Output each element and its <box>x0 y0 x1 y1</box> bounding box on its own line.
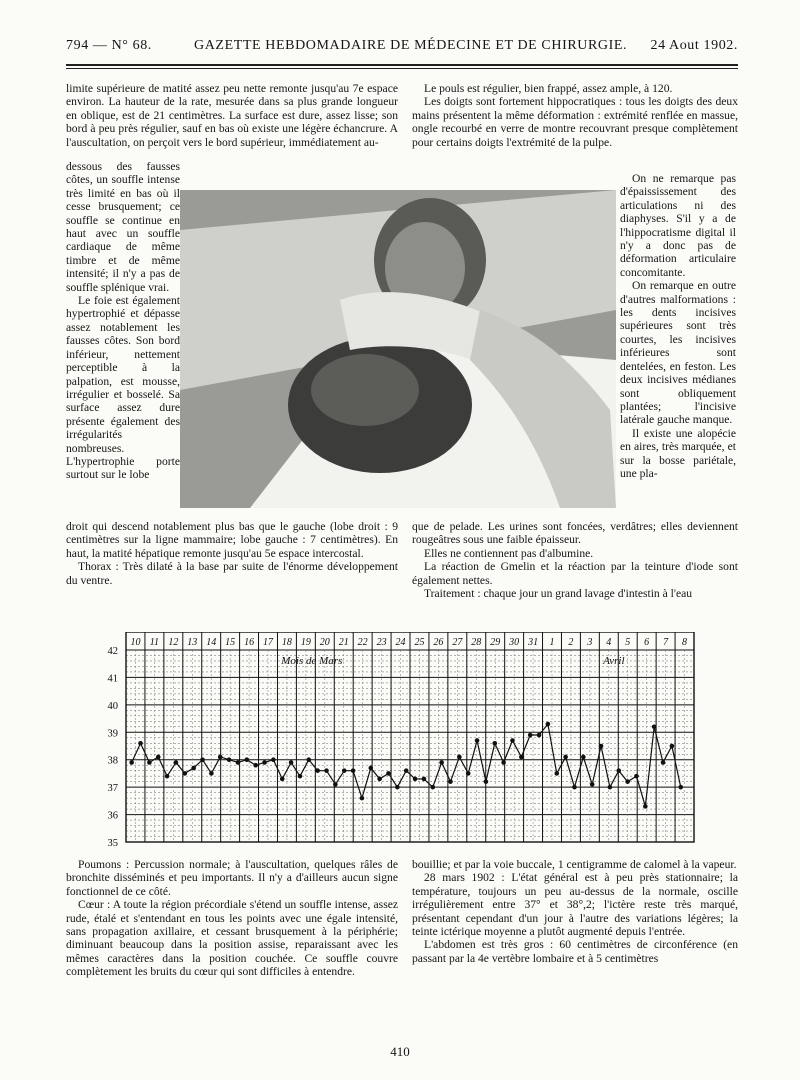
temperature-point <box>227 757 232 762</box>
alopecia-paragraph: Il existe une alopécie en aires, très marquée, et sur la bosse pariétale, une pla- <box>620 426 736 480</box>
temperature-point <box>528 733 533 738</box>
temperature-point <box>546 722 551 727</box>
x-tick-label: 16 <box>244 637 255 648</box>
temperature-point <box>342 768 347 773</box>
x-tick-label: 23 <box>376 637 387 648</box>
malformations-paragraph: On remarque en outre d'autres malformations : les dents incisives supérieures sont très courtes, les incisives inférieures sont dentelées, en feston. Les deux incisives médianes sont obliquement plantées; l'incisive latérale gauche manque. <box>620 279 736 427</box>
left-column-top <box>66 82 398 149</box>
temperature-point <box>280 777 285 782</box>
temperature-point <box>448 779 453 784</box>
march-28-paragraph: 28 mars 1902 : L'état général est à peu près stationnaire; la température, toujours un peu au-dessus de la normale, oscille irrégulièrement entre 37° et 38°,2; l'ictère reste très marqué, présentant cependant d'un jour à l'autre des variations légères; la teinte ictérique moyenne a plutôt augmenté depuis l'entrée. <box>412 871 738 939</box>
joints-paragraph: On ne remarque pas d'épaississement des articulations ni des diaphyses. S'il y a de l'hippocratisme digital il n'y a donc pas de déformation articulaire concomitante. <box>620 172 736 279</box>
temperature-point <box>191 766 196 771</box>
y-tick-label: 37 <box>107 783 118 795</box>
temperature-point <box>209 771 214 776</box>
temperature-point <box>165 774 170 779</box>
x-tick-label: 2 <box>568 637 574 648</box>
liver-paragraph: Le foie est également hypertrophié et dépasse assez notablement les fausses côtes. Son bord inférieur, nettement perceptible à la palpation, est mousse, irrégulier et bosselé. Sa surface assez dure présente également des irrégularités nombreuses. L'hypertrophie porte surtout sur le lobe <box>66 294 180 482</box>
header-rule <box>66 64 738 66</box>
x-tick-label: 30 <box>509 637 520 648</box>
x-tick-label: 27 <box>452 637 463 648</box>
pulse-paragraph: Le pouls est régulier, bien frappé, assez ample, à 120. <box>424 82 673 95</box>
temperature-point <box>492 741 497 746</box>
month-label-april: Avril <box>603 655 625 667</box>
temperature-point <box>652 725 657 730</box>
y-tick-label: 42 <box>107 646 118 657</box>
right-column-top <box>412 82 738 149</box>
spleen-paragraph: limite supérieure de matité assez peu nette remonte jusqu'au 7e espace environ. La hauteur de la rate, mesurée dans sa plus grande longueur en oblique, est de 21 centimètres. La surface est dure, assez lisse; son bord à peu près régulier, sauf en bas où existe une légère échancrure. A l'auscultation, on perçoit vers le bord supérieur, immédiatement au- <box>66 82 398 149</box>
x-tick-label: 8 <box>682 637 688 648</box>
temperature-point <box>510 738 515 743</box>
temperature-point <box>590 782 595 787</box>
fingers-paragraph: Les doigts sont fortement hippocratiques : tous les doigts des deux mains présentent la même déformation : extrémité renflée en massue, ongle recourbé en verre de montre recouvrant presque complètement pour certains doigts l'extrémité de la pulpe. <box>412 95 738 149</box>
x-tick-label: 22 <box>357 637 368 648</box>
temperature-point <box>643 804 648 809</box>
photo-illustration <box>180 190 616 508</box>
souffle-paragraph: dessous des fausses côtes, un souffle intense très limité en bas où il cesse brusquement; ce souffle se continue en haut avec un souffle cardiaque de même timbre et de même intensité; il n'y a pas de souffle splénique vrai. <box>66 160 180 294</box>
x-tick-label: 25 <box>414 637 425 648</box>
x-tick-label: 24 <box>395 637 406 648</box>
x-tick-label: 21 <box>338 637 349 648</box>
temperature-point <box>616 768 621 773</box>
left-column-bottom <box>66 858 398 979</box>
right-column-bottom <box>412 858 738 965</box>
header-journal-title: GAZETTE HEBDOMADAIRE DE MÉDECINE ET DE CHIRURGIE. <box>194 38 628 53</box>
temperature-point <box>484 779 489 784</box>
temperature-chart <box>90 632 710 850</box>
x-tick-label: 15 <box>225 637 236 648</box>
x-tick-label: 11 <box>149 637 160 648</box>
x-tick-label: 19 <box>300 637 311 648</box>
temperature-point <box>253 763 258 768</box>
temperature-point <box>678 785 683 790</box>
thorax-paragraph: Thorax : Très dilaté à la base par suite de l'énorme développement du ventre. <box>66 560 398 587</box>
temperature-point <box>351 768 356 773</box>
y-tick-label: 41 <box>107 673 118 685</box>
temperature-point <box>430 785 435 790</box>
heart-paragraph: Cœur : A toute la région précordiale s'étend un souffle intense, assez rude, étalé et s'entendant en tous les points avec une égale intensité, sans propagation axillaire, et cessant brusquement à la périphérie; diminuant beaucoup dans la position assise, reparaissant avec les mêmes caractères dans la position couchée. Ce souffle couvre complètement les bruits du cœur qui sont difficiles à entendre. <box>66 898 398 979</box>
temperature-point <box>156 755 161 760</box>
x-tick-label: 5 <box>625 637 631 648</box>
temperature-point <box>599 744 604 749</box>
header-page-ref: 794 — N° 68. <box>66 38 152 53</box>
x-tick-label: 26 <box>433 637 444 648</box>
temperature-point <box>200 757 205 762</box>
temperature-point <box>519 755 524 760</box>
y-tick-label: 36 <box>107 810 118 822</box>
temperature-point <box>634 774 639 779</box>
temperature-point <box>289 760 294 765</box>
temperature-point <box>413 777 418 782</box>
temperature-point <box>563 755 568 760</box>
treatment-paragraph: Traitement : chaque jour un grand lavage d'intestin à l'eau <box>424 587 693 601</box>
x-tick-label: 10 <box>130 637 141 648</box>
temperature-point <box>183 771 188 776</box>
temperature-point <box>218 755 223 760</box>
left-wrap-column <box>66 160 180 482</box>
running-header <box>66 38 738 60</box>
urine-paragraph: que de pelade. Les urines sont foncées, verdâtres; elles deviennent rougeâtres sous une faible épaisseur. <box>412 520 738 547</box>
header-date: 24 Aout 1902. <box>650 38 738 53</box>
x-tick-label: 28 <box>471 637 482 648</box>
temperature-point <box>138 741 143 746</box>
temperature-point <box>466 771 471 776</box>
temperature-point <box>306 757 311 762</box>
temperature-point <box>236 760 241 765</box>
y-tick-label: 38 <box>107 755 118 767</box>
x-tick-label: 13 <box>187 637 198 648</box>
temperature-point <box>661 760 666 765</box>
temperature-point <box>386 771 391 776</box>
lungs-paragraph: Poumons : Percussion normale; à l'auscultation, quelques râles de bronchite disséminés et peu importants. Il n'y a d'ailleurs aucun signe fonctionnel de ce côté. <box>66 858 398 898</box>
temperature-point <box>457 755 462 760</box>
right-wrap-column <box>620 172 736 480</box>
temperature-point <box>315 768 320 773</box>
temperature-point <box>608 785 613 790</box>
temperature-point <box>395 785 400 790</box>
abdomen-paragraph: L'abdomen est très gros : 60 centimètres de circonférence (en passant par la 4e vertèbre lombaire et à 5 centimètres <box>412 938 738 965</box>
liver-lobe-paragraph: droit qui descend notablement plus bas que le gauche (lobe droit : 9 centimètres sur la ligne mammaire; lobe gauche : 7 centimètres). En haut, la matité hépatique remonte jusqu'au 5e espace intercostal. <box>66 520 398 560</box>
temperature-point <box>324 768 329 773</box>
x-tick-label: 17 <box>263 637 273 648</box>
x-tick-label: 14 <box>206 637 217 648</box>
temperature-point <box>245 757 250 762</box>
temperature-point <box>501 760 506 765</box>
header-rule-thin <box>66 68 738 69</box>
y-tick-label: 40 <box>107 700 118 712</box>
temperature-point <box>174 760 179 765</box>
patient-photograph <box>180 190 616 508</box>
temperature-point <box>262 760 267 765</box>
temperature-point <box>129 760 134 765</box>
temperature-point <box>271 757 276 762</box>
x-tick-label: 4 <box>606 637 612 648</box>
albumin-paragraph: Elles ne contiennent pas d'albumine. <box>424 546 594 560</box>
temperature-point <box>572 785 577 790</box>
y-tick-label: 35 <box>107 838 118 849</box>
temperature-point <box>439 760 444 765</box>
x-tick-label: 20 <box>319 637 330 648</box>
temperature-point <box>377 777 382 782</box>
y-tick-label: 39 <box>107 728 118 740</box>
temperature-point <box>404 768 409 773</box>
x-tick-label: 7 <box>663 637 669 648</box>
temperature-point <box>670 744 675 749</box>
temperature-point <box>581 755 586 760</box>
temperature-point <box>360 796 365 801</box>
gmelin-paragraph: La réaction de Gmelin et la réaction par la teinture d'iode sont également nettes. <box>412 560 738 587</box>
temperature-point <box>537 733 542 738</box>
right-column-below-photo <box>412 520 738 600</box>
calomel-paragraph: bouillie; et par la voie buccale, 1 centigramme de calomel à la vapeur. <box>412 858 737 871</box>
temperature-point <box>333 782 338 787</box>
temperature-point <box>147 760 152 765</box>
temperature-point <box>368 766 373 771</box>
x-tick-label: 6 <box>644 637 650 648</box>
left-column-below-photo <box>66 520 398 587</box>
month-label-march: Mois de Mars <box>281 655 343 667</box>
temperature-point <box>625 779 630 784</box>
temperature-point <box>475 738 480 743</box>
x-tick-label: 31 <box>528 637 539 648</box>
temperature-point <box>422 777 427 782</box>
x-tick-label: 3 <box>587 637 593 648</box>
temperature-point <box>554 771 559 776</box>
x-tick-label: 29 <box>490 637 501 648</box>
temperature-point <box>298 774 303 779</box>
page-number: 410 <box>390 1044 410 1059</box>
x-tick-label: 18 <box>281 637 292 648</box>
x-tick-label: 1 <box>549 637 555 648</box>
x-tick-label: 12 <box>168 637 179 648</box>
